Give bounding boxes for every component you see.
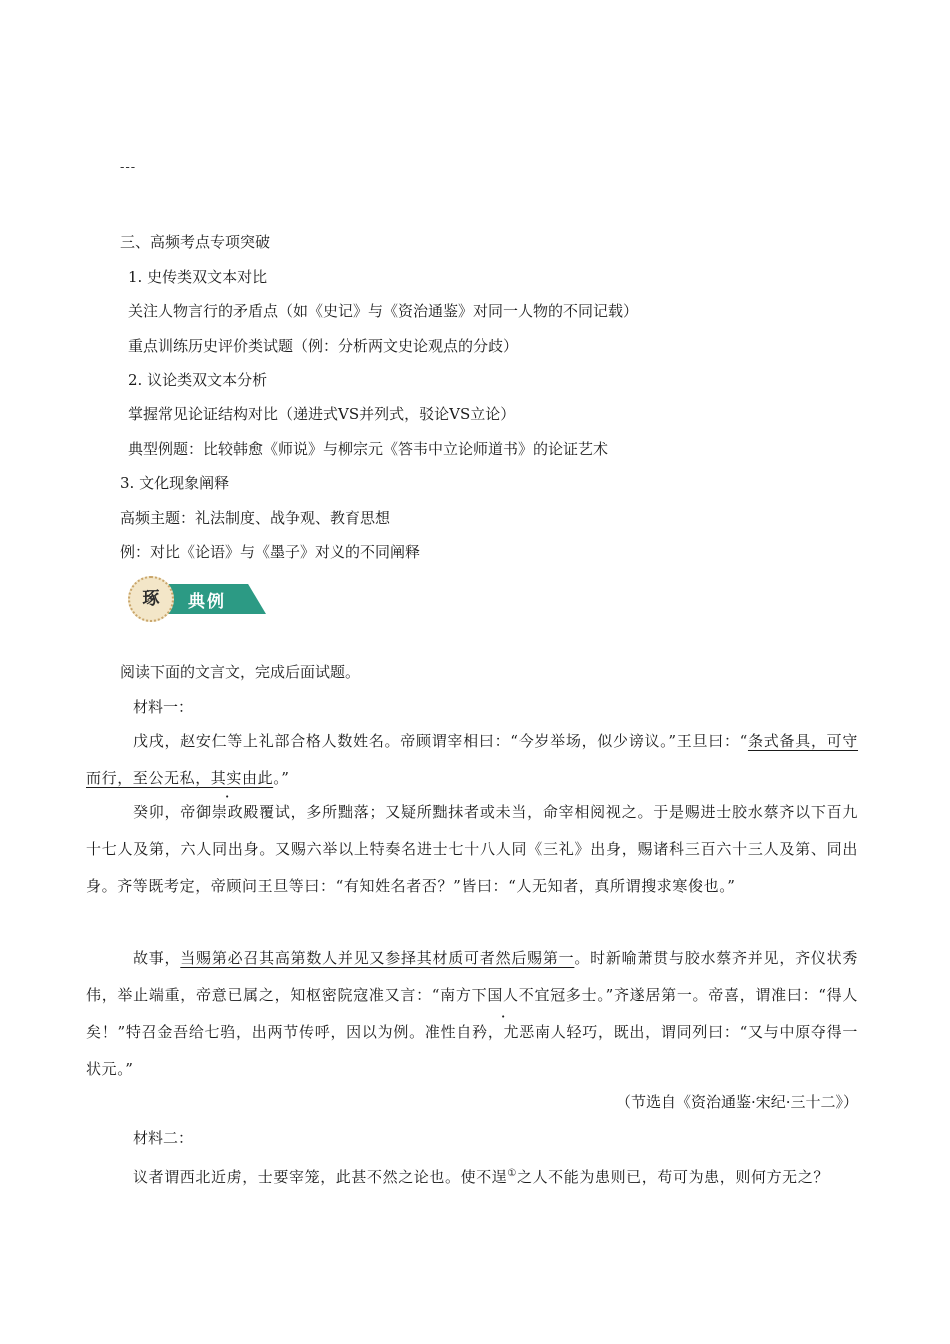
dotted-character: 矜 bbox=[472, 1023, 488, 1041]
material-1-label: 材料一： bbox=[133, 698, 194, 716]
source-citation: （节选自《资治通鉴·宋纪·三十二》） bbox=[615, 1093, 858, 1111]
dotted-character: 御 bbox=[196, 803, 212, 821]
underlined-sentence: 条式备具，可守而行，至公无私，其实由此 bbox=[86, 732, 859, 787]
example-badge bbox=[128, 576, 268, 622]
item-heading: 2. 议论类双文本分析 bbox=[128, 371, 268, 389]
item-point: 关注人物言行的矛盾点（如《史记》与《资治通鉴》对同一人物的不同记载） bbox=[128, 302, 639, 320]
material-1-paragraph-2: 癸卯，帝御崇政殿覆试，多所黜落；又疑所黜抹者或未当，命宰相阅视之。于是赐进士胶水蔡齐以下百九十七人及第，六人同出身。又赐六举以上特奏名进士七十八人同《三礼》出身，赐诸科三百六十三人及第、同出身。齐等既考定，帝顾问王旦等曰：“有知姓名者否？”皆曰：“人无知者，真所谓搜求寒俊也。” bbox=[86, 803, 858, 895]
item-point: 重点训练历史评价类试题（例：分析两文史论观点的分歧） bbox=[128, 337, 519, 355]
material-1-paragraph-3: 故事，当赐第必召其高第数人并见又参择其材质可者然后赐第一。时新喻萧贯与胶水蔡齐并见，齐仪状秀伟，举止端重，帝意已属之，知枢密院寇准又言：“南方下国人不宜冠多士。”齐遂居第一。帝喜，谓准曰：“得人矣！”特召金吾给七驺，出两节传呼，因以为例。准性自矜，尤恶南人轻巧，既出，谓同列曰：“又与中原夺得一状元。” bbox=[86, 949, 859, 1078]
section-title: 三、高频考点专项突破 bbox=[120, 233, 271, 251]
item-point: 高频主题：礼法制度、战争观、教育思想 bbox=[120, 509, 391, 527]
item-heading: 3. 文化现象阐释 bbox=[120, 474, 230, 492]
item-point: 典型例题：比较韩愈《师说》与柳宗元《答韦中立论师道书》的论证艺术 bbox=[128, 440, 609, 458]
badge-circle-char: 琢 bbox=[142, 589, 160, 609]
separator: --- bbox=[120, 160, 137, 175]
material-2-label: 材料二： bbox=[133, 1129, 194, 1147]
footnote-marker: ① bbox=[507, 1168, 517, 1179]
item-point: 例：对比《论语》与《墨子》对义的不同阐释 bbox=[120, 543, 421, 561]
material-2-paragraph-1: 议者谓西北近虏，士要宰笼，此甚不然之论也。使不逞①之人不能为患则已，苟可为患，则何方无之？ bbox=[133, 1168, 829, 1186]
item-point: 掌握常见论证结构对比（递进式VS并列式，驳论VS立论） bbox=[128, 405, 516, 423]
instruction: 阅读下面的文言文，完成后面试题。 bbox=[120, 663, 361, 681]
underlined-sentence: 当赐第必召其高第数人并见又参择其材质可者然后赐第一 bbox=[180, 949, 575, 967]
badge-tab-label: 典例 bbox=[188, 592, 226, 612]
item-heading: 1. 史传类双文本对比 bbox=[128, 268, 268, 286]
material-1-paragraph-1: 戊戌，赵安仁等上礼部合格人数姓名。帝顾谓宰相曰：“今岁举场，似少谤议。”王旦曰：“条式备具，可守而行，至公无私，其实由此。” bbox=[86, 732, 859, 787]
